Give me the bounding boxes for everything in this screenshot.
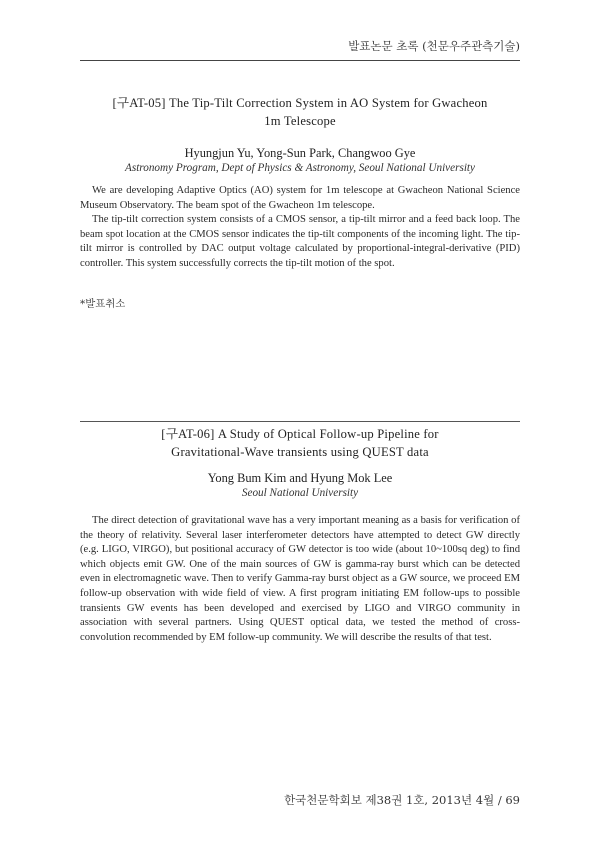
section-divider: [80, 421, 520, 422]
running-header: [80, 38, 520, 61]
abstract-1-affiliation: Astronomy Program, Dept of Physics & Astronomy, Seoul National University: [125, 162, 475, 174]
abstract-1-paragraph: The tip-tilt correction system consists of a CMOS sensor, a tip-tilt mirror and a feed back loop. The beam spot location at the CMOS sensor indicates the tip-tilt components of the incoming light. The tip-tilt mirror is controlled by DAC output voltage calculated by proportional-integral-derivative (PID) controller. This system successfully corrects the tip-tilt motion of the spot.: [80, 214, 520, 269]
abstract-2-title-line: [구AT-06] A Study of Optical Follow-up Pipeline for: [161, 427, 439, 441]
abstract-1-title-line: [구AT-05] The Tip-Tilt Correction System in AO System for Gwacheon: [112, 96, 488, 110]
abstract-1-title: [80, 94, 520, 130]
abstract-1-authors: Hyungjun Yu, Yong-Sun Park, Changwoo Gye: [184, 146, 416, 160]
page-footer: 한국천문학회보 제38권 1호, 2013년 4월 / 69: [284, 793, 520, 807]
abstract-1-title-line: 1m Telescope: [264, 114, 336, 128]
abstract-2-title: [80, 425, 520, 461]
running-header-text: 발표논문 초록 (천문우주관측기술): [348, 39, 520, 53]
abstract-2-paragraph: The direct detection of gravitational wave has a very important meaning as a basis for verification of the theory of relativity. Several laser interferometer detectors have attempted to detect GW directly (e.g. LIGO, VIRGO), but positional accuracy of GW detector is too wide (about 10~100sq deg) to find which objects emit GW. One of the main sources of GW is gamma-ray burst which can be detected even in electromagnetic wave. Then to verify Gamma-ray burst object as a GW source, we proceed EM follow-up observation with wide field of view. A first program initiating EM follow-ups to possible transients GW events has been developed and exercised by LIGO and VIRGO community in association with several partners. Using QUEST optical data, we tested the method of cross-convolution recommended by EM follow-up community. We will describe the results of that test.: [80, 515, 520, 643]
abstract-2-affiliation: Seoul National University: [241, 487, 359, 499]
abstract-2-body: [80, 514, 520, 645]
abstract-1-body: [80, 184, 520, 272]
abstract-2-title-line: Gravitational-Wave transients using QUEST data: [171, 445, 429, 459]
abstract-1-paragraph: We are developing Adaptive Optics (AO) system for 1m telescope at Gwacheon National Science Museum Observatory. The beam spot of the Gwacheon 1m telescope.: [80, 185, 520, 211]
abstract-1-note: *발표취소: [80, 298, 126, 310]
abstract-2-authors: Yong Bum Kim and Hyung Mok Lee: [207, 471, 393, 485]
